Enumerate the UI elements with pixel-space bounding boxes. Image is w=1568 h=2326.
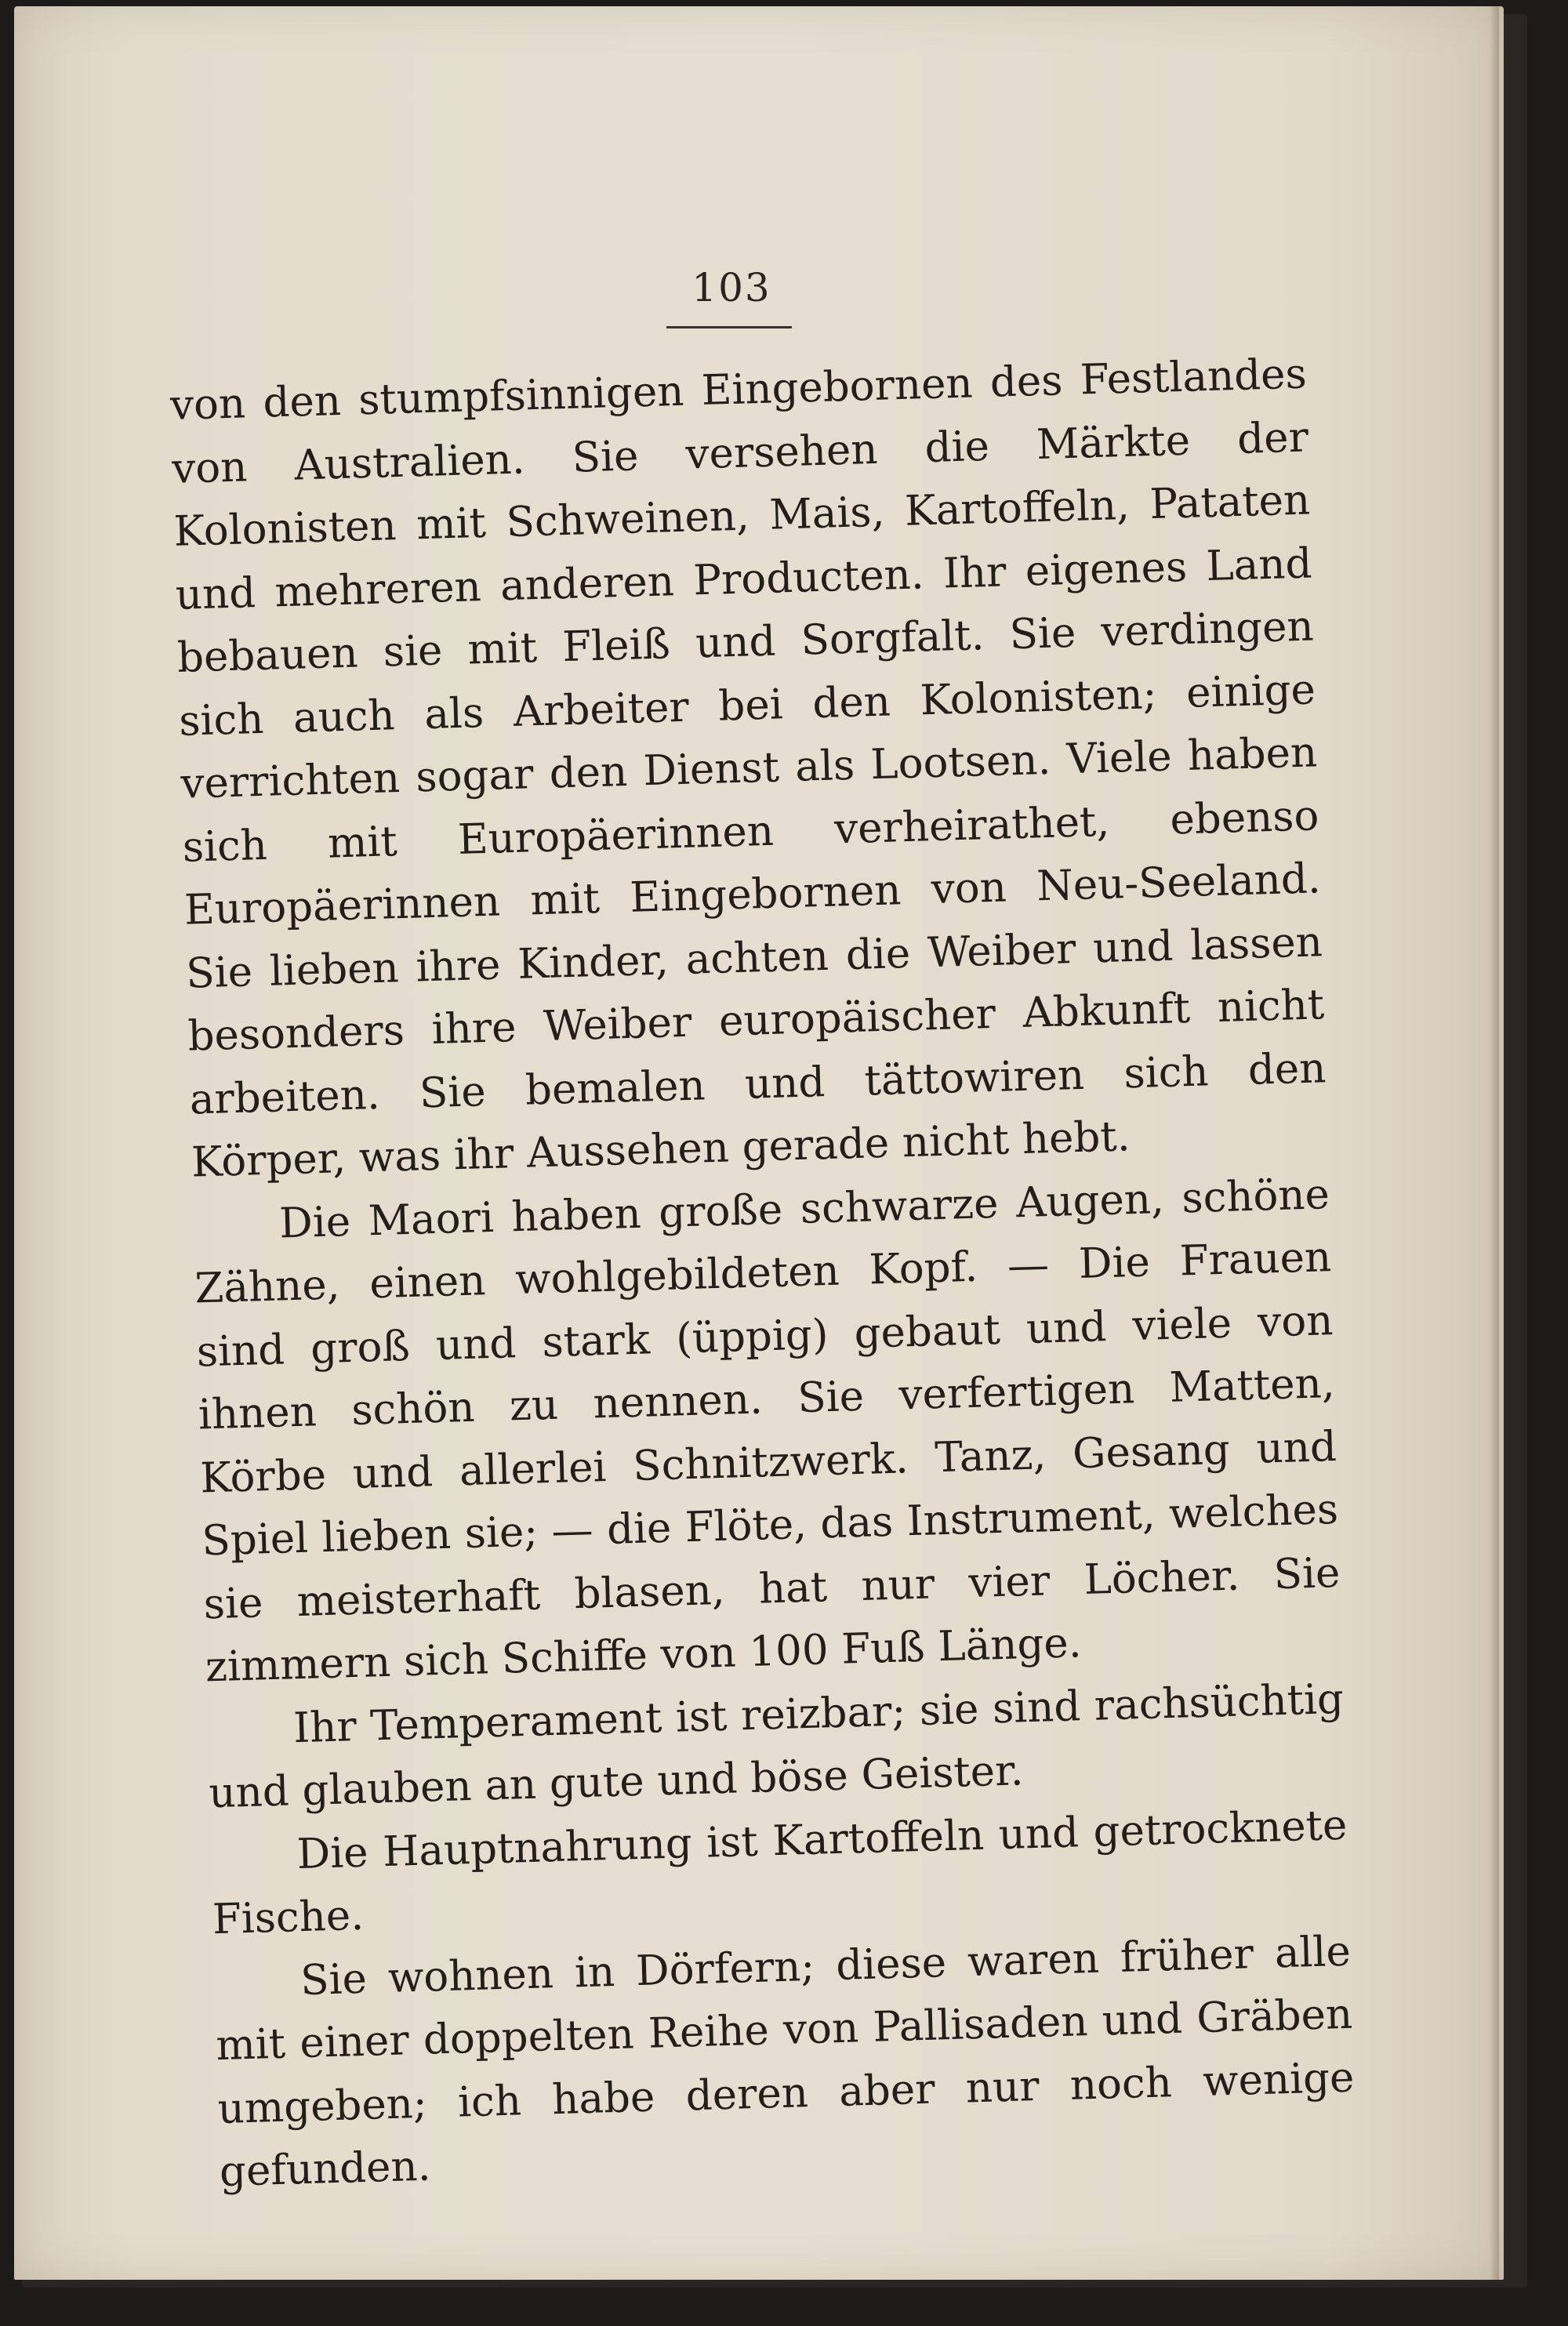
paragraph-food: Die Hauptnahrung ist Kartoffeln und getrocknete Fische. [212,1801,1348,1944]
page-edge-shading [1490,6,1499,2280]
paragraph-villages: Sie wohnen in Dörfern; diese waren früher alle mit einer doppelten Reihe von Pallisaden und Gräben umgeben; ich habe deren aber nur noch wenige gefunden. [215,1927,1356,2197]
book-page [14,6,1504,2280]
paragraph-maori-appearance: Die Maori haben große schwarze Augen, schöne Zähne, einen wohlgebildeten Kopf. — Die Frauen sind groß und stark (üppig) gebaut und viele von ihnen schön zu nennen. Sie verfertigen Matten, Körbe und allerlei Schnitzwerk. Tanz, Gesang und Spiel lieben sie; — die Flöte, das Instrument, welches sie meisterhaft blasen, hat nur vier Löcher. Sie zimmern sich Schiffe von 100 Fuß Länge. [194,1170,1341,1692]
body-text [169,343,1357,2204]
page-number-rule [666,326,792,328]
paragraph-temperament: Ihr Temperament ist reizbar; sie sind rachsüchtig und glauben an gute und böse Geister. [208,1675,1345,1818]
page-number: 103 [691,265,771,310]
paragraph-continuation: von den stumpfsinnigen Eingebornen des Festlandes von Australien. Sie versehen die Märkte der Kolonisten mit Schweinen, Mais, Kartoffeln, Pataten und mehreren anderen Producten. Ihr eigenes Land bebauen sie mit Fleiß und Sorgfalt. Sie verdingen sich auch als Arbeiter bei den Kolonisten; einige verrichten sogar den Dienst als Lootsen. Viele haben sich mit Europäerinnen verheirathet, ebenso Europäerinnen mit Eingebornen von Neu-Seeland. Sie lieben ihre Kinder, achten die Weiber und lassen besonders ihre Weiber europäischer Abkunft nicht arbeiten. Sie bemalen und tättowiren sich den Körper, was ihr Aussehen gerade nicht hebt. [169,350,1327,1187]
